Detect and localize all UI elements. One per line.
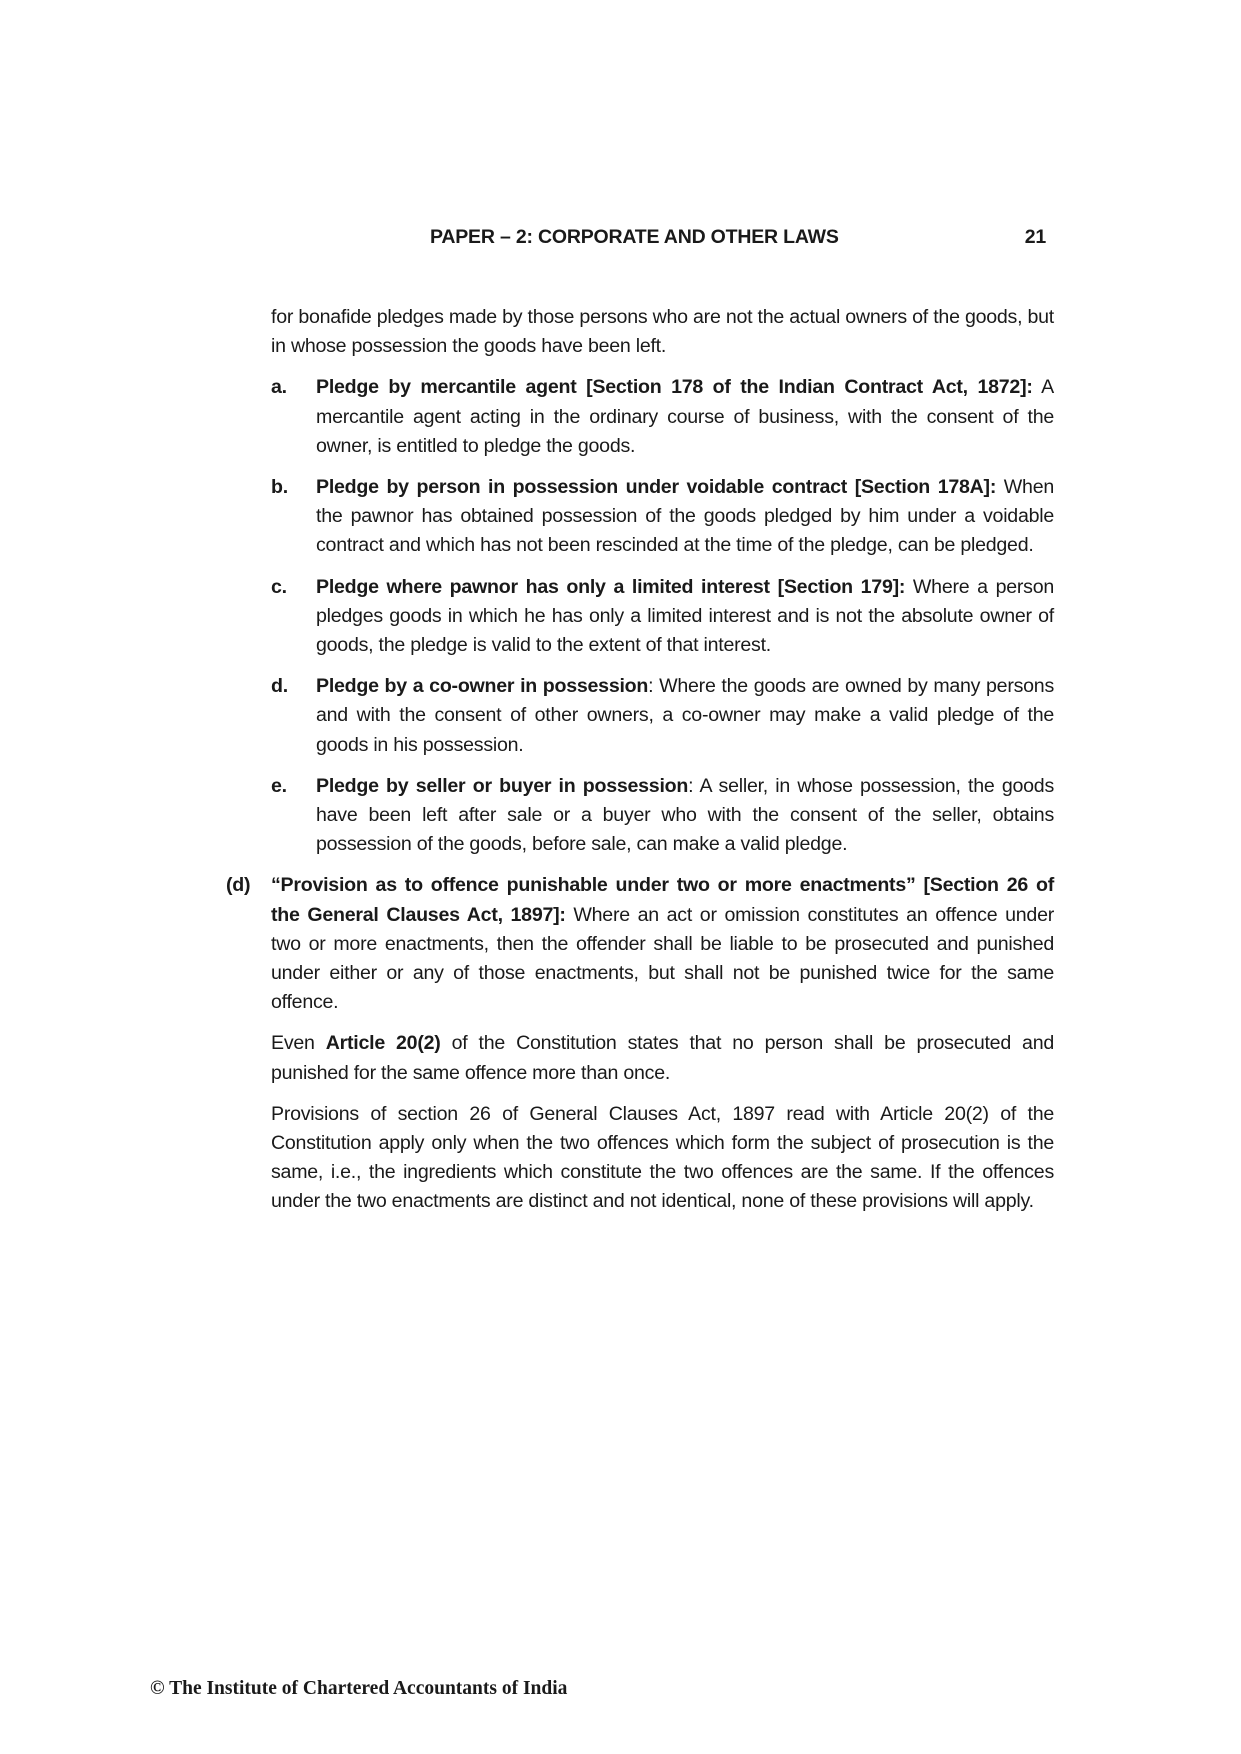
list-item (271, 772, 1054, 860)
list-item-marker: b. (271, 476, 288, 499)
list-item-text: When the pawnor has obtained possession of the goods pledged by him under a voidable contract and which has not been rescinded at the time of the pledge, can be pledged. (316, 476, 1054, 557)
list-item-marker: d. (271, 675, 288, 698)
section-d-marker: (d) (226, 874, 251, 897)
list-item-text: : A seller, in whose possession, the goods have been left after sale or a buyer who with the consent of the seller, obtains possession of the goods, before sale, can make a valid pledge. (316, 774, 1054, 856)
section-d (226, 871, 1054, 1017)
list-item (271, 672, 1054, 760)
list-item-body (316, 473, 1054, 561)
provisions-paragraph: Provisions of section 26 of General Clauses Act, 1897 read with Article 20(2) of the Constitution apply only when the two offences which form the subject of prosecution is the same, i.e., the ingredients which constitute the two offences are the same. If the offences under the two enactments are distinct and not identical, none of these provisions will apply. (271, 1102, 1054, 1213)
page-header (430, 226, 1046, 256)
list-item-body (316, 573, 1054, 661)
copyright-footer: © The Institute of Chartered Accountants of India (150, 1678, 568, 1699)
section-d-text: Where an act or omission constitutes an offence under two or more enactments, then the offender shall be liable to be prosecuted and punished under either or any of those enactments, but shall not be punished twice for the same offence. (271, 903, 1054, 1014)
article-paragraph-bold: Article 20(2) (325, 1032, 441, 1055)
article-paragraph-before: Even (271, 1032, 326, 1055)
page-header-title: PAPER – 2: CORPORATE AND OTHER LAWS (430, 226, 839, 248)
section-d-body (271, 871, 1054, 1017)
article-paragraph (271, 1029, 1054, 1087)
list-item-heading: Pledge by a co-owner in possession (316, 675, 649, 698)
document-body (226, 303, 1054, 1229)
list-item-marker: e. (271, 774, 287, 797)
list-item-body (316, 672, 1054, 760)
list-item-heading: Pledge where pawnor has only a limited interest [Section 179]: (316, 575, 906, 598)
list-item (271, 473, 1054, 561)
list-item-body (316, 772, 1054, 860)
intro-paragraph: for bonafide pledges made by those persons who are not the actual owners of the goods, but in whose possession the goods have been left. (271, 306, 1054, 358)
list-item-text: A mercantile agent acting in the ordinary course of business, with the consent of the owner, is entitled to pledge the goods. (316, 376, 1054, 457)
section-d-heading: “Provision as to offence punishable under two or more enactments” [Section 26 of the General Clauses Act, 1897]: (271, 874, 1054, 926)
list-item-marker: c. (271, 575, 287, 598)
list-item-text: Where a person pledges goods in which he has only a limited interest and is not the absolute owner of goods, the pledge is valid to the extent of that interest. (316, 575, 1054, 657)
list-item (271, 373, 1054, 461)
list-item-text: : Where the goods are owned by many persons and with the consent of other owners, a co-owner may make a valid pledge of the goods in his possession. (316, 675, 1054, 756)
article-paragraph-after: of the Constitution states that no person shall be prosecuted and punished for the same offence more than once. (271, 1032, 1054, 1084)
page-number: 21 (1024, 226, 1046, 248)
list-item-heading: Pledge by mercantile agent [Section 178 of the Indian Contract Act, 1872]: (316, 376, 1033, 399)
list-item-heading: Pledge by seller or buyer in possession (316, 774, 689, 797)
list-item (271, 573, 1054, 661)
list-item-body (316, 373, 1054, 461)
list-item-marker: a. (271, 376, 287, 399)
list-item-heading: Pledge by person in possession under voidable contract [Section 178A]: (316, 476, 997, 499)
